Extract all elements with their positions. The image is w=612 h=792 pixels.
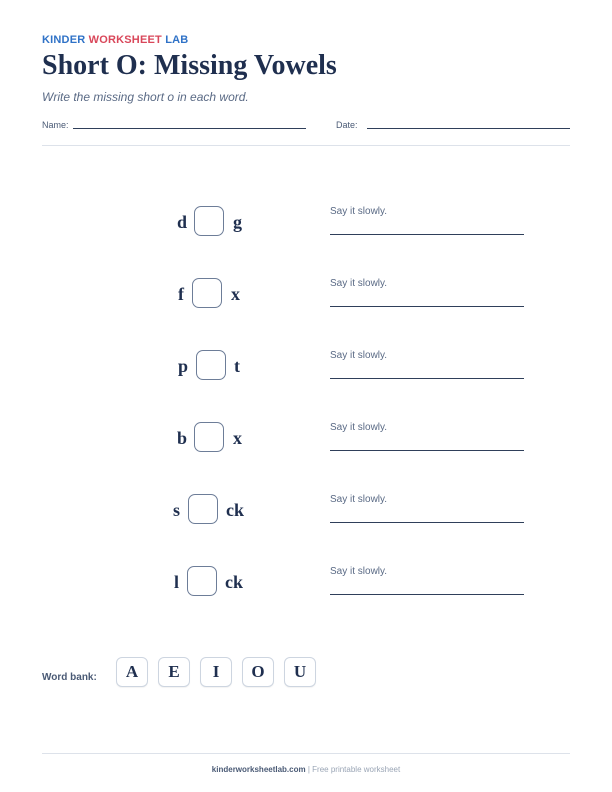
vowel-answer-box[interactable] xyxy=(192,278,222,308)
write-line[interactable] xyxy=(330,306,524,307)
word-row xyxy=(0,278,612,328)
date-field[interactable] xyxy=(367,128,570,129)
write-line[interactable] xyxy=(330,594,524,595)
hint-text: Say it slowly. xyxy=(330,422,388,433)
word-row xyxy=(0,422,612,472)
last-letters: t xyxy=(234,356,240,376)
brand-logo xyxy=(42,34,188,46)
name-field[interactable] xyxy=(73,128,306,129)
word-puzzle xyxy=(170,278,250,314)
brand-word-kinder: KINDER xyxy=(42,34,86,46)
word-puzzle xyxy=(170,350,250,386)
write-line[interactable] xyxy=(330,450,524,451)
header-divider xyxy=(42,145,570,146)
word-row xyxy=(0,566,612,616)
word-puzzle xyxy=(170,206,250,242)
vowel-answer-box[interactable] xyxy=(187,566,217,596)
vowel-answer-box[interactable] xyxy=(194,206,224,236)
vowel-answer-box[interactable] xyxy=(194,422,224,452)
footer-divider xyxy=(42,753,570,754)
name-label: Name: xyxy=(42,120,69,130)
letter-tile-u[interactable]: U xyxy=(284,657,316,687)
last-letters: g xyxy=(233,212,242,232)
first-letter: s xyxy=(173,500,181,520)
write-line[interactable] xyxy=(330,378,524,379)
footer-note: Free printable worksheet xyxy=(312,765,401,774)
hint-text: Say it slowly. xyxy=(330,350,388,361)
last-letters: ck xyxy=(226,500,244,520)
vowel-answer-box[interactable] xyxy=(196,350,226,380)
last-letters: x xyxy=(231,284,240,304)
word-puzzle xyxy=(170,422,250,458)
word-bank-label: Word bank: xyxy=(42,672,97,683)
write-line[interactable] xyxy=(330,234,524,235)
hint-text: Say it slowly. xyxy=(330,566,388,577)
first-letter: b xyxy=(177,428,188,448)
brand-word-lab: LAB xyxy=(165,34,189,46)
last-letters: x xyxy=(233,428,242,448)
first-letter: p xyxy=(178,356,189,376)
brand-word-worksheet: WORKSHEET xyxy=(88,34,162,46)
vowel-answer-box[interactable] xyxy=(188,494,218,524)
word-row xyxy=(0,350,612,400)
write-line[interactable] xyxy=(330,522,524,523)
page-title: Short O: Missing Vowels xyxy=(42,50,337,81)
hint-text: Say it slowly. xyxy=(330,494,388,505)
first-letter: l xyxy=(174,572,180,592)
instructions: Write the missing short o in each word. xyxy=(42,90,249,104)
word-row xyxy=(0,494,612,544)
letter-tile-i[interactable]: I xyxy=(200,657,232,687)
last-letters: ck xyxy=(225,572,243,592)
letter-tile-a[interactable]: A xyxy=(116,657,148,687)
word-puzzle xyxy=(170,494,250,530)
hint-text: Say it slowly. xyxy=(330,206,388,217)
letter-tile-e[interactable]: E xyxy=(158,657,190,687)
letter-tile-o[interactable]: O xyxy=(242,657,274,687)
first-letter: f xyxy=(178,284,184,304)
word-puzzle xyxy=(170,566,250,602)
first-letter: d xyxy=(177,212,188,232)
hint-text: Say it slowly. xyxy=(330,278,388,289)
footer-separator: | xyxy=(307,765,310,774)
footer xyxy=(0,765,612,774)
date-label: Date: xyxy=(336,120,358,130)
word-row xyxy=(0,206,612,256)
footer-site-link[interactable]: kinderworksheetlab.com xyxy=(211,765,306,774)
